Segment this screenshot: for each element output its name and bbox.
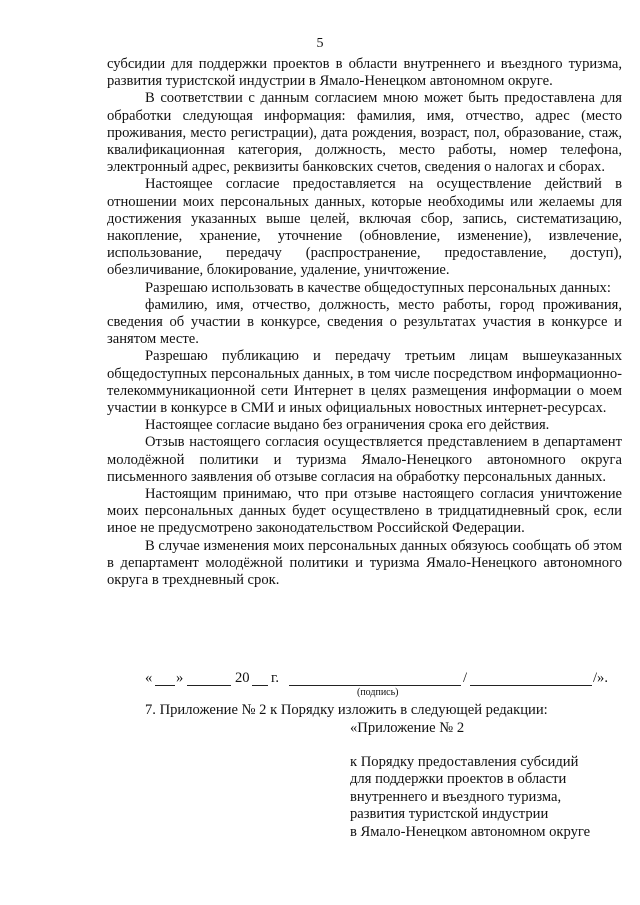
signature-slash: / (463, 670, 468, 686)
paragraph-data-list: В соответствии с данным согласием мною может быть предоставлена для обработки следующая информация: фамилия, имя, отчество, адрес (место проживания, место регистрации), дата рождения, возраст, пол, образование, стаж, квалификационная категория, должность, место работы, номер телефона, электронный адрес, реквизиты банковских счетов, сведения о налогах и сборах. (107, 90, 622, 176)
signature-blank[interactable] (289, 671, 461, 686)
paragraph-subsidy-purpose: субсидии для поддержки проектов в области внутреннего и въездного туризма, развития туристской индустрии в Ямало-Ненецком автономном округе. (107, 56, 622, 90)
paragraph-destruction-term: Настоящим принимаю, что при отзыве настоящего согласия уничтожение моих персональных данных будет осуществлено в тридцатидневный срок, если иное не предусмотрено законодательством Российской Федерации. (107, 486, 622, 537)
annex-line: внутреннего и въездного туризма, (350, 788, 562, 805)
name-blank[interactable] (470, 671, 592, 686)
paragraph-validity: Настоящее согласие выдано без ограничения срока его действия. (145, 417, 550, 434)
day-blank[interactable] (155, 671, 175, 686)
signature-caption: (подпись) (357, 687, 399, 698)
annex-intro: 7. Приложение № 2 к Порядку изложить в следующей редакции: (145, 702, 548, 718)
consent-body (107, 56, 622, 589)
annex-line: для поддержки проектов в области (350, 771, 567, 788)
year-prefix: 20 (235, 670, 250, 686)
paragraph-processing-actions: Настоящее согласие предоставляется на осуществление действий в отношении моих персональных данных, которые необходимы или желаемы для достижения указанных выше целей, включая сбор, запись, систематизацию, накопление, хранение, уточнение (обновление, изменение), извлечение, использование, передачу (распространение, предоставление, доступ), обезличивание, блокирование, удаление, уничтожение. (107, 176, 622, 279)
page-number: 5 (316, 36, 324, 51)
annex-header-block (350, 754, 590, 841)
paragraph-publication-permission: Разрешаю публикацию и передачу третьим лицам вышеуказанных общедоступных персональных данных, в том числе посредством информационно-телекоммуникационной сети Интернет в целях размещения информации о моем участии в конкурсе в СМИ и иных официальных новостных интернет-ресурсах. (107, 348, 622, 417)
month-blank[interactable] (187, 671, 231, 686)
paragraph-public-data-items: фамилию, имя, отчество, должность, место работы, город проживания, сведения об участии в конкурсе, сведения о результатах участия в конкурсе и занятом месте. (107, 296, 622, 348)
paragraph-withdrawal: Отзыв настоящего согласия осуществляется представлением в департамент молодёжной политики и туризма Ямало-Ненецкого автономного округа письменного заявления об отзыве согласия на обработку персональных данных. (107, 434, 622, 485)
date-close-quote: » (176, 670, 184, 686)
year-blank[interactable] (252, 671, 268, 686)
annex-line: развития туристской индустрии (350, 806, 549, 823)
annex-title: «Приложение № 2 (350, 720, 465, 736)
annex-line: в Ямало-Ненецком автономном округе (350, 823, 591, 840)
paragraph-change-notification: В случае изменения моих персональных данных обязуюсь сообщать об этом в департамент молодёжной политики и туризма Ямало-Ненецкого автономного округа в трехдневный срок. (107, 537, 622, 589)
paragraph-public-data-permission: Разрешаю использовать в качестве общедоступных персональных данных: (145, 279, 611, 296)
annex-line: к Порядку предоставления субсидий (350, 754, 579, 770)
signature-end: /». (593, 670, 608, 686)
date-open-quote: « (145, 670, 153, 686)
year-suffix: г. (271, 670, 279, 686)
signature-line (145, 670, 615, 688)
